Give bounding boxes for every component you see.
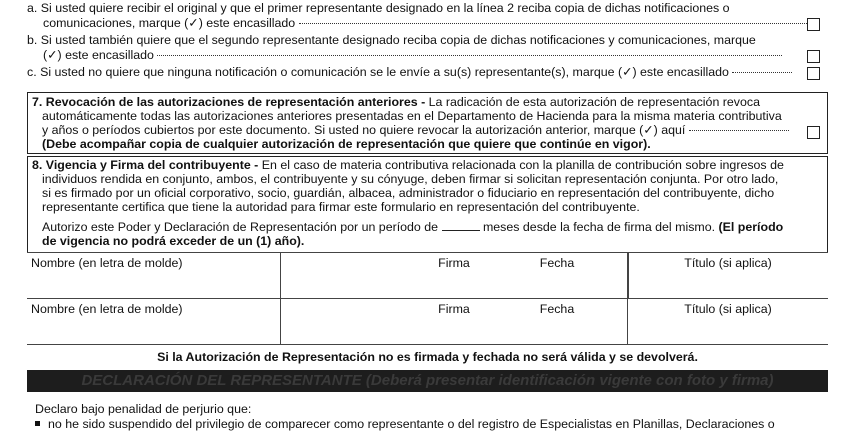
item-b-line2 [43,48,844,63]
name-field-2[interactable] [27,299,281,345]
period-text: Autorizo este Poder y Declaración de Representación por un período de [42,220,439,234]
section-8-line4: representante certifica que tiene la autoridad para firmar este formulario en representación del contribuyente. [42,200,640,214]
representative-declaration-banner: DECLARACIÓN DEL REPRESENTANTE (Deberá presentar identificación vigente con foto y firma) [27,370,828,392]
declaration-bullet-1 [27,417,828,432]
column-label: Fecha [539,256,575,270]
period-note: (El período [715,220,784,234]
period-note-line2: de vigencia no podrá exceder de un (1) año). [42,234,305,248]
bullet-icon [35,421,40,426]
title-field-1[interactable] [628,253,828,299]
item-b-label: (✓) este encasillado [43,48,154,62]
section-8-signature [27,156,828,252]
section-7-heading: 7. Revocación de las autorizaciones de representación anteriores - [32,95,426,109]
item-c-line1 [27,65,828,80]
signature-row-2 [27,298,828,345]
dotted-leader [689,130,789,131]
period-text: meses desde la fecha de firma del mismo. [482,220,716,234]
column-label: Título (si aplica) [684,302,772,316]
declaration-intro: Declaro bajo penalidad de perjurio que: [35,402,252,416]
date-field-2[interactable] [487,299,628,345]
signature-row-1 [27,252,828,299]
section-8-text: En el caso de materia contributiva relacionada con la planilla de contribución sobre ingresos de [258,158,784,172]
section-8-heading: 8. Vigencia y Firma del contribuyente - [32,158,259,172]
date-field-1[interactable] [487,253,628,299]
section-8-line1 [32,158,807,173]
grid-bottom-border [27,344,828,345]
column-label: Firma [438,256,470,270]
section-8-line3: si es firmado por un oficial corporativo, socio, guardián, albacea, administrador o fiduciario en representación del contribuyente, dicho [42,186,775,200]
revoke-checkbox[interactable] [807,126,820,139]
section-7-revocation [27,92,828,154]
validity-warning: Si la Autorización de Representación no es firmada y fechada no será válida y se devolverá. [157,350,698,364]
section-7-line1 [32,95,807,110]
dotted-leader [157,55,782,56]
item-b-line1: b. Si usted también quiere que el segundo representante designado reciba copia de dichas notificaciones y comunicaciones, marque [27,33,756,47]
item-a-line1: a. Si usted quiere recibir el original y que el primer representante designado en la línea 2 reciba copia de dichas notificaciones o [27,1,730,15]
form-frame [27,0,828,436]
dotted-leader [732,72,792,73]
section-7-line4: (Debe acompañar copia de cualquier autorización de representación que quiere que continúe en vigor). [42,137,651,151]
section-7-line3 [42,123,807,138]
item-a-checkbox[interactable] [807,18,820,31]
months-field[interactable] [442,230,480,231]
item-c-label: c. Si usted no quiere que ninguna notificación o comunicación se le envíe a su(s) representante(s), marque (✓) este encasillado [27,65,729,79]
section-8-line2: individuos rendida en conjunto, ambos, el contribuyente y su cónyuge, deben firmar si solicitan representación conjunta. Por otro lado, [42,172,779,186]
item-b-checkbox[interactable] [807,50,820,63]
name-field-1[interactable] [27,253,281,299]
column-label: Nombre (en letra de molde) [31,256,183,270]
column-label: Nombre (en letra de molde) [31,302,183,316]
item-a-line2 [43,16,844,31]
title-field-2[interactable] [628,299,828,345]
section-7-line2: automáticamente todas las autorizaciones anteriores presentadas en el Departamento de Hacienda para la misma materia contributiva [42,109,782,123]
dotted-leader [299,23,809,24]
period-line [42,220,823,235]
column-label: Firma [438,302,470,316]
column-label: Título (si aplica) [684,256,772,270]
section-7-text: y años o períodos cubiertos por este documento. Si usted no quiere revocar la autorización anterior, marque (✓) aquí [42,123,686,137]
item-c-checkbox[interactable] [807,67,820,80]
column-label: Fecha [539,302,575,316]
item-a-label: comunicaciones, marque (✓) este encasillado [43,16,296,30]
bullet-text: no he sido suspendido del privilegio de comparecer como representante o del registro de Especialistas en Planillas, Declaraciones o [48,417,775,431]
section-7-text: La radicación de esta autorización de representación revoca [425,95,760,109]
